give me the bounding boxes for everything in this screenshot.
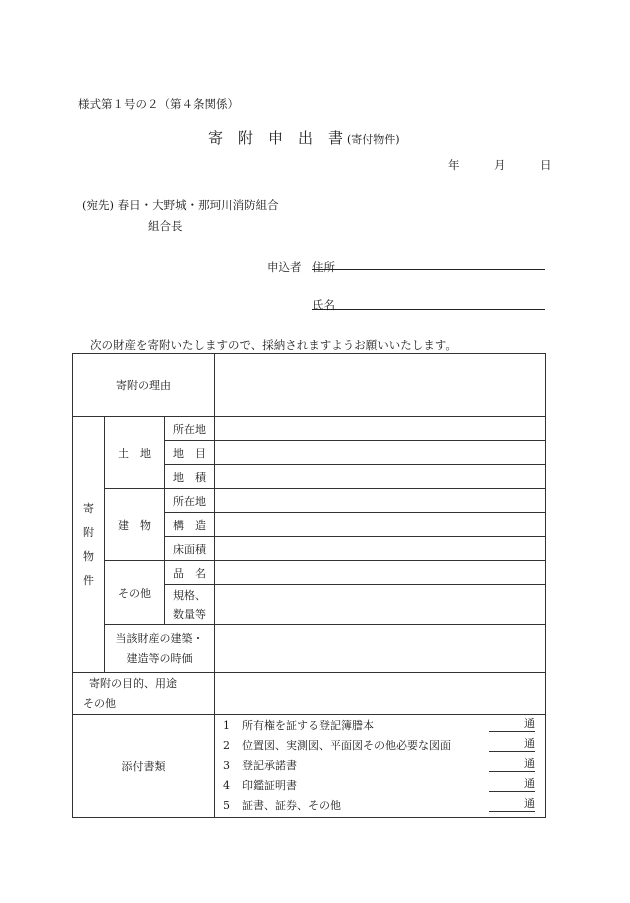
purpose-label-line-1: 寄附の目的、用途 — [89, 676, 177, 690]
attachment-item — [215, 796, 545, 816]
reason-label: 寄附の理由 — [73, 354, 215, 417]
land-category-label: 地 目 — [165, 441, 215, 465]
purpose-input[interactable] — [215, 673, 546, 715]
attachment-text: 印鑑証明書 — [242, 779, 298, 792]
attachment-num: 1 — [223, 719, 231, 732]
building-floor-area-input[interactable] — [215, 537, 546, 561]
other-spec-input[interactable] — [215, 585, 546, 625]
reason-input[interactable] — [215, 354, 546, 417]
attachment-num: 4 — [223, 779, 231, 792]
date-day: 日 — [540, 158, 552, 172]
building-label: 建 物 — [105, 489, 165, 561]
value-label — [105, 625, 215, 673]
land-location-input[interactable] — [215, 417, 546, 441]
attachment-num: 3 — [223, 759, 231, 772]
land-area-input[interactable] — [215, 465, 546, 489]
attachment-num: 2 — [223, 739, 231, 752]
form-number: 様式第１号の２（第４条関係） — [78, 97, 239, 111]
other-spec-label — [165, 585, 215, 625]
donation-table — [72, 353, 546, 818]
applicant-label: 申込者 — [267, 260, 302, 274]
reason-row — [73, 354, 546, 417]
other-item-name-input[interactable] — [215, 561, 546, 585]
land-area-label: 地 積 — [165, 465, 215, 489]
value-label-line-2: 建造等の時価 — [126, 651, 193, 665]
attachment-num: 5 — [223, 799, 231, 812]
other-item-name-label: 品 名 — [165, 561, 215, 585]
intro-text: 次の財産を寄附いたしますので、採納されますようお願いいたします。 — [90, 338, 457, 352]
attachments-row — [73, 715, 546, 818]
purpose-row — [73, 673, 546, 715]
document-title — [208, 127, 400, 148]
attachment-count[interactable]: 通 — [489, 776, 535, 792]
name-underline — [312, 309, 545, 310]
vertical-char: 寄 — [83, 501, 94, 515]
building-floor-area-label: 床面積 — [165, 537, 215, 561]
address-underline — [312, 269, 545, 270]
other-row-1 — [73, 561, 546, 585]
property-vertical-label — [73, 417, 105, 673]
attachment-item — [215, 736, 545, 756]
title-main: 寄 附 申 出 書 — [208, 129, 344, 147]
attachment-count[interactable]: 通 — [489, 756, 535, 772]
date-month: 月 — [494, 158, 506, 172]
date-year: 年 — [448, 158, 460, 172]
other-spec-line-1: 規格、 — [173, 588, 207, 602]
purpose-label-line-2: その他 — [83, 696, 116, 710]
land-label: 土 地 — [105, 417, 165, 489]
attachment-item — [215, 756, 545, 776]
attachment-text: 証書、証券、その他 — [242, 799, 342, 812]
vertical-char: 件 — [83, 573, 94, 587]
attachment-item — [215, 776, 545, 796]
other-label: その他 — [105, 561, 165, 625]
attachment-text: 登記承諾書 — [242, 759, 298, 772]
purpose-label — [73, 673, 215, 715]
attachments-list — [215, 715, 546, 818]
land-row-1 — [73, 417, 546, 441]
attachment-text: 位置図、実測図、平面図その他必要な図面 — [242, 739, 452, 752]
name-label: 氏名 — [312, 298, 335, 312]
building-location-input[interactable] — [215, 489, 546, 513]
building-structure-label: 構 造 — [165, 513, 215, 537]
address-label: 住所 — [312, 260, 335, 274]
value-input[interactable] — [215, 625, 546, 673]
value-label-line-1: 当該財産の建築・ — [115, 631, 204, 645]
building-location-label: 所在地 — [165, 489, 215, 513]
vertical-char: 附 — [83, 525, 94, 539]
attachment-text: 所有権を証する登記簿謄本 — [242, 719, 375, 732]
value-row — [73, 625, 546, 673]
addressee: (宛先) 春日・大野城・那珂川消防組合 — [82, 198, 279, 212]
land-location-label: 所在地 — [165, 417, 215, 441]
attachment-count[interactable]: 通 — [489, 716, 535, 732]
building-structure-input[interactable] — [215, 513, 546, 537]
land-category-input[interactable] — [215, 441, 546, 465]
other-spec-line-2: 数量等 — [173, 607, 207, 621]
vertical-char: 物 — [83, 549, 94, 563]
attachment-count[interactable]: 通 — [489, 796, 535, 812]
building-row-1 — [73, 489, 546, 513]
title-sub: (寄付物件) — [347, 133, 400, 146]
attachments-label: 添付書類 — [73, 715, 215, 818]
attachment-item — [215, 716, 545, 736]
attachment-count[interactable]: 通 — [489, 736, 535, 752]
addressee-title: 組合長 — [148, 219, 183, 233]
